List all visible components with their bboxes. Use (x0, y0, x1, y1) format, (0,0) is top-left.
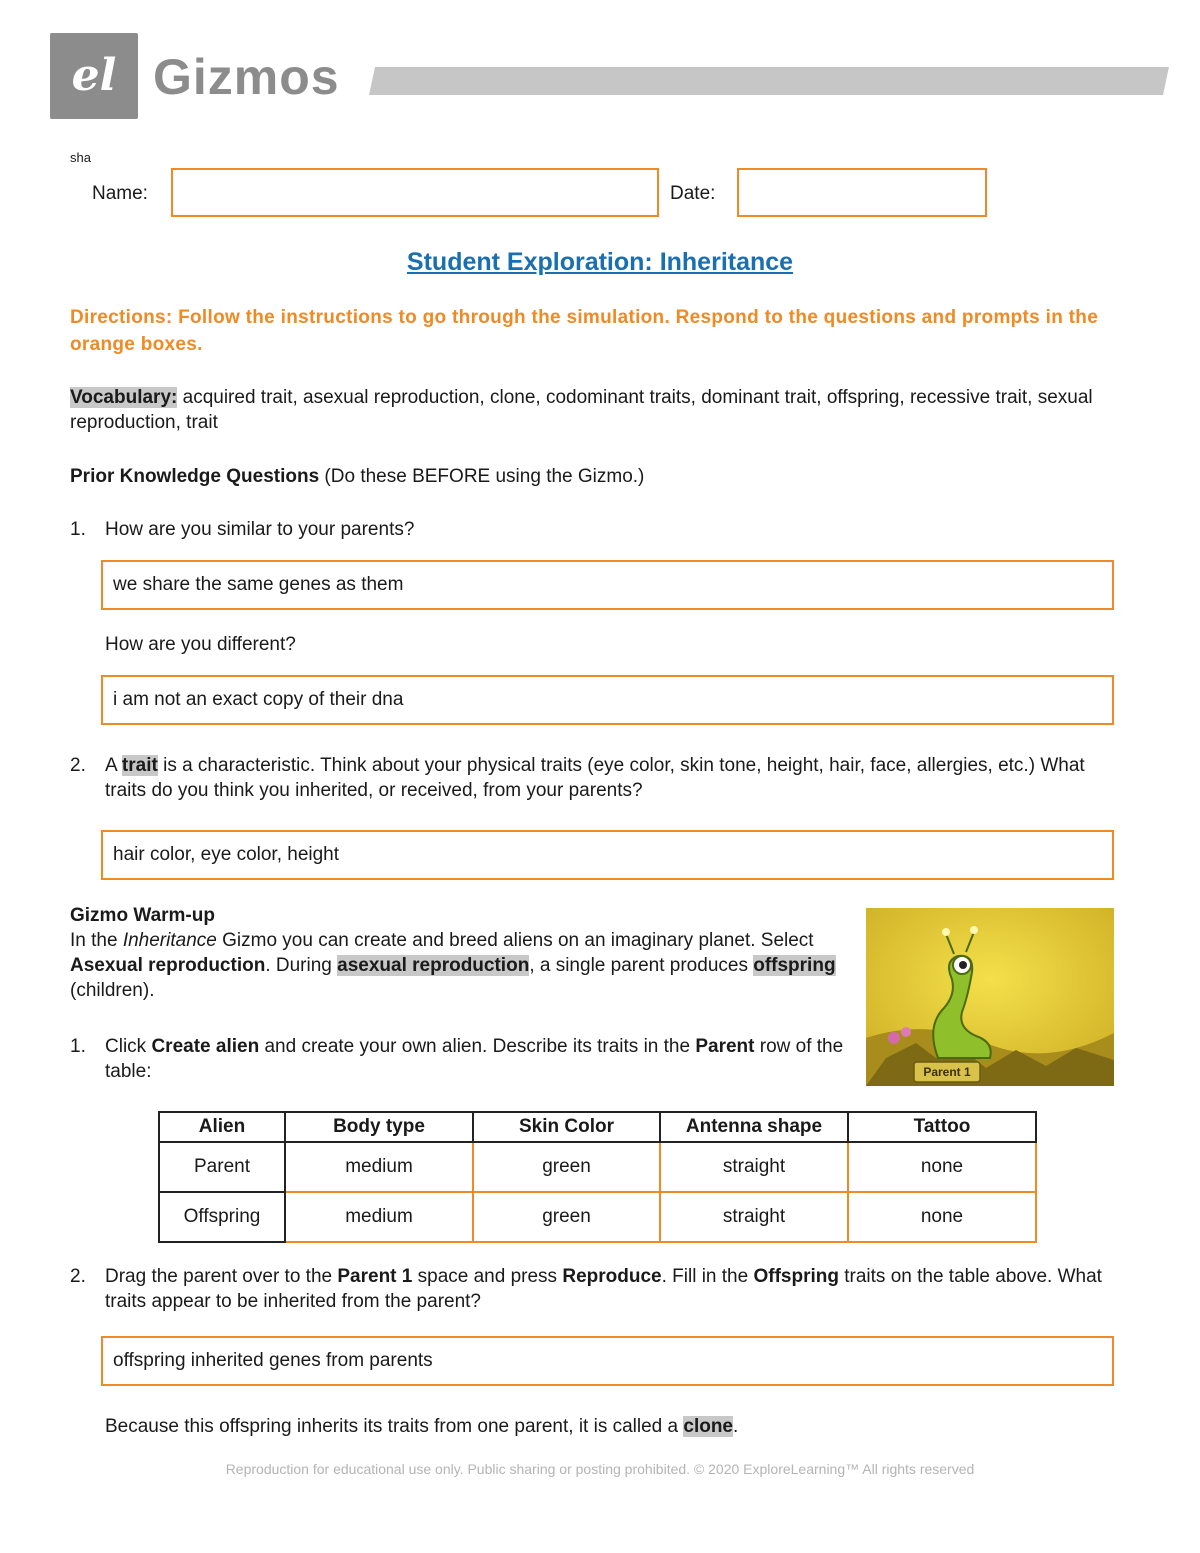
w2-c: space and press (412, 1266, 563, 1287)
page-title: Student Exploration: Inheritance (406, 248, 794, 276)
table-row (159, 1142, 1036, 1192)
explorelearning-logo (50, 33, 138, 119)
offspring-body-type-cell[interactable]: medium (285, 1192, 473, 1242)
question-1b: How are you different? (105, 634, 296, 655)
q2-term: trait (121, 755, 158, 776)
w1-d: Parent (695, 1036, 755, 1057)
traits-table (158, 1111, 1037, 1243)
header-body-type: Body type (285, 1112, 473, 1142)
row-label-parent: Parent (159, 1142, 285, 1192)
directions: Directions: Follow the instructions to go through the simulation. Respond to the questions and prompts in the orange boxes. (70, 307, 1099, 355)
w2-b: Parent 1 (337, 1266, 413, 1287)
prior-heading: Prior Knowledge Questions (70, 466, 320, 487)
w1-number: 1. (70, 1036, 86, 1057)
date-label: Date: (670, 183, 716, 204)
w1-e: row of the table: (105, 1036, 844, 1082)
warmup-t4: , a single parent produces (529, 955, 754, 976)
w2-a: Drag the parent over to the (105, 1266, 338, 1287)
warmup-t5: (children). (70, 980, 155, 1001)
name-label: Name: (92, 183, 148, 204)
w1-b: Create alien (151, 1036, 260, 1057)
q2-post: is a characteristic. Think about your physical traits (eye color, skin tone, height, hair, face, allergies, etc.) What traits do you think you inherited, or received, from your parents? (105, 755, 1085, 801)
warmup-t3: . During (265, 955, 338, 976)
vocabulary (70, 385, 1130, 435)
answer-1-field[interactable]: we share the same genes as them (101, 560, 1114, 610)
answer-1b-field[interactable]: i am not an exact copy of their dna (101, 675, 1114, 725)
w2-number: 2. (70, 1266, 86, 1287)
footer: Reproduction for educational use only. Public sharing or posting prohibited. © 2020 ExploreLearning™ All rights reserved (225, 1461, 975, 1477)
question-1: How are you similar to your parents? (105, 519, 415, 540)
warmup-text (70, 928, 860, 1003)
header-bar (369, 67, 1169, 95)
vocabulary-label: Vocabulary: (70, 387, 178, 408)
warmup-t2-bold: Asexual reproduction (70, 955, 266, 976)
warmup-heading: Gizmo Warm-up (70, 905, 215, 926)
offspring-tattoo-cell[interactable]: none (848, 1192, 1036, 1242)
offspring-antenna-shape-cell[interactable]: straight (660, 1192, 848, 1242)
warmup-step-2 (105, 1264, 1120, 1314)
clone-statement (105, 1414, 738, 1439)
clone-term: clone (683, 1416, 733, 1437)
row-label-offspring: Offspring (159, 1192, 285, 1242)
clone-c: . (733, 1416, 739, 1437)
prior-knowledge-heading (70, 464, 644, 489)
parent-body-type-cell[interactable]: medium (285, 1142, 473, 1192)
date-field[interactable] (737, 168, 987, 217)
w2-d: Reproduce (562, 1266, 662, 1287)
parent-1-label: Parent 1 (923, 1065, 971, 1079)
vocabulary-text: acquired trait, asexual reproduction, clone, codominant traits, dominant trait, offspring, recessive trait, sexual reproduction, trait (70, 387, 1093, 433)
answer-warmup-2-field[interactable]: offspring inherited genes from parents (101, 1336, 1114, 1386)
answer-2-field[interactable]: hair color, eye color, height (101, 830, 1114, 880)
w2-g: traits on the table above. What traits appear to be inherited from the parent? (105, 1266, 1102, 1312)
parent-skin-color-cell[interactable]: green (473, 1142, 660, 1192)
q1-number: 1. (70, 519, 86, 540)
warmup-step-1 (105, 1034, 860, 1084)
warmup-t4-term: offspring (753, 955, 836, 976)
header-antenna-shape: Antenna shape (660, 1112, 848, 1142)
w2-e: . Fill in the (661, 1266, 754, 1287)
parent-tattoo-cell[interactable]: none (848, 1142, 1036, 1192)
clone-a: Because this offspring inherits its traits from one parent, it is called a (105, 1416, 684, 1437)
q2-pre: A (105, 755, 122, 776)
w1-c: and create your own alien. Describe its traits in the (259, 1036, 696, 1057)
prior-note: (Do these BEFORE using the Gizmo.) (319, 466, 645, 487)
warmup-t3-term: asexual reproduction (337, 955, 530, 976)
warmup-t1: In the (70, 930, 123, 951)
parent-antenna-shape-cell[interactable]: straight (660, 1142, 848, 1192)
header-tattoo: Tattoo (848, 1112, 1036, 1142)
header-alien: Alien (159, 1112, 285, 1142)
w1-a: Click (105, 1036, 152, 1057)
offspring-skin-color-cell[interactable]: green (473, 1192, 660, 1242)
q2-number: 2. (70, 755, 86, 776)
small-note: sha (70, 150, 91, 165)
w2-f: Offspring (753, 1266, 839, 1287)
warmup-t1-italic: Inheritance (122, 930, 217, 951)
name-field[interactable] (171, 168, 659, 217)
alien-illustration (866, 908, 1114, 1086)
gizmos-brand: Gizmos (153, 49, 340, 105)
logo-glyph: el (71, 50, 117, 101)
table-row (159, 1192, 1036, 1242)
warmup-t2: Gizmo you can create and breed aliens on an imaginary planet. Select (216, 930, 814, 951)
header-skin-color: Skin Color (473, 1112, 660, 1142)
question-2 (105, 753, 1120, 803)
